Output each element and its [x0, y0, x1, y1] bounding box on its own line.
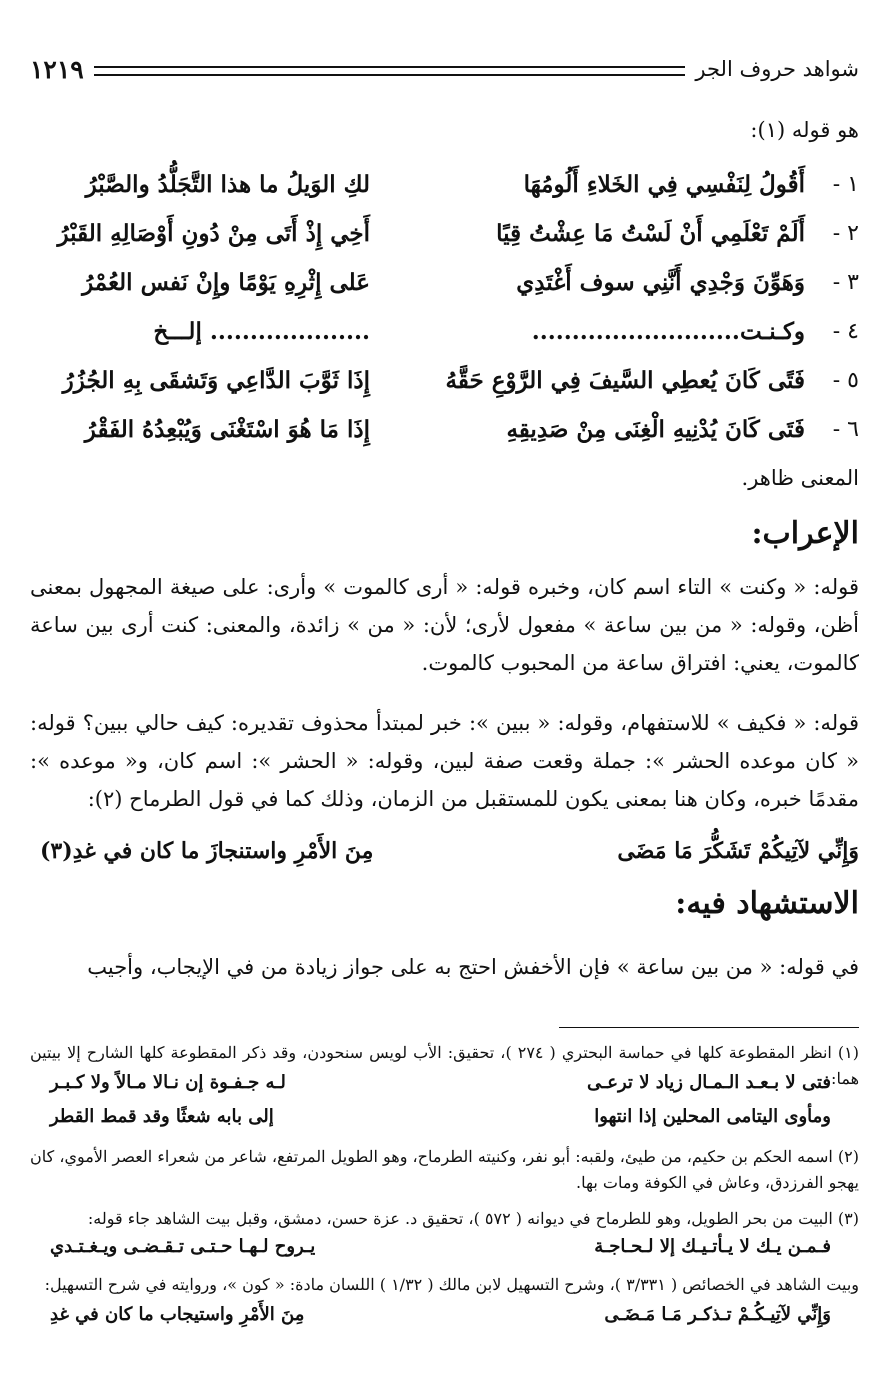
page-header — [30, 52, 859, 86]
poem-line — [40, 405, 859, 454]
line-number: ٣ - — [832, 270, 859, 295]
paragraph-istishhad: في قوله: « من بين ساعة » فإن الأخفش احتج به على جواز زيادة من في الإيجاب، وأجيب — [87, 955, 859, 979]
poem-line — [40, 356, 859, 405]
line-number: ٦ - — [832, 417, 859, 442]
footnote-verse — [50, 1304, 831, 1325]
first-hemistich: وَإِنِّي لآتِيـكُـمْ تـذكـر مَـا مَـضَـى — [604, 1304, 831, 1325]
second-hemistich: إلى بابه شعثًا وقد قمط القطر — [50, 1106, 274, 1127]
intro-text: هو قوله (١): — [750, 118, 859, 142]
poem-line — [40, 258, 859, 307]
second-hemistich: مِنَ الأَمْرِ واستيجاب ما كان في غدِ — [50, 1304, 305, 1325]
section-heading-istishhad: الاستشهاد فيه: — [675, 886, 859, 921]
line-number: ٤ - — [832, 319, 859, 344]
poem-line — [40, 160, 859, 209]
paragraph-i3rab-2: قوله: « فكيف » للاستفهام، وقوله: « ببين »: خبر لمبتدأ محذوف تقديره: كيف حالي ببين؟ قوله: « كان موعده الحشر »: جملة وقعت صفة لبين، وقوله: « الحشر »: اسم كان، و« موعده »: مقدمًا خبره، وكان هنا بمعنى يكون للمستقبل من الزمان، وذلك كما في قول الطرماح (٢): — [30, 711, 859, 811]
running-title: شواهد حروف الجر — [695, 57, 859, 81]
section-heading-i3rab: الإعراب: — [751, 516, 859, 551]
first-hemistich: وَإِنِّي لآتِيكُمْ تَشَكُّرَ مَا مَضَى — [617, 838, 859, 864]
second-hemistich: إِذَا ثَوَّبَ الدَّاعِي وَتَشقَى بِهِ الجُزُرُ — [62, 367, 370, 394]
second-hemistich: .................... إلـــخ — [153, 318, 370, 345]
page-number: ١٢١٩ — [30, 54, 84, 84]
second-hemistich: لـه جـفـوة إن نـالا مـالاً ولا كـبـر — [50, 1072, 286, 1093]
footnote-verse — [50, 1106, 831, 1127]
header-double-rule — [94, 66, 686, 76]
line-number: ٢ - — [832, 221, 859, 246]
quoted-verse — [40, 838, 859, 864]
second-hemistich: عَلى إِثْرِهِ يَوْمًا وإِنْ نَفس العُمْرُ — [82, 269, 370, 296]
first-hemistich: فتى لا بـعـد الـمـال زياد لا ترعـى — [586, 1072, 831, 1093]
poem-line — [40, 209, 859, 258]
first-hemistich: فَتًى كَانَ يُعطِي السَّيفَ فِي الرَّوْعِ حَقَّهُ — [445, 367, 805, 394]
line-number: ١ - — [832, 172, 859, 197]
footnote-3-continued: وبيت الشاهد في الخصائص ( ٣/٣٣١ )، وشرح التسهيل لابن مالك ( ١/٣٢ ) اللسان مادة: « كون »، وروايته في شرح التسهيل: — [44, 1275, 859, 1294]
paragraph-i3rab-1: قوله: « وكنت » التاء اسم كان، وخبره قوله: « أرى كالموت » وأرى: على صيغة المجهول بمعنى أظن، وقوله: « من بين ساعة » مفعول لأرى؛ لأن: « من » زائدة، والمعنى: كنت أرى بين ساعة كالموت، يعني: افتراق ساعة من المحبوب كالموت. — [30, 575, 859, 675]
meaning-text: المعنى ظاهر. — [741, 466, 859, 490]
second-hemistich: إِذَا مَا هُوَ اسْتَغْنَى وَيُبْعِدُهُ الفَقْرُ — [84, 416, 370, 443]
first-hemistich: فـمـن يـك لا يـأتـيـك إلا لـحـاجـة — [594, 1236, 831, 1257]
footnote-separator — [559, 1027, 859, 1028]
poem — [40, 160, 859, 454]
second-hemistich: يـروح لـهـا حـتـى تـقـضـى ويـغـتـدي — [50, 1236, 316, 1257]
first-hemistich: ومأوى اليتامى المحلين إذا انتهوا — [594, 1106, 831, 1127]
first-hemistich: أَلَمْ تَعْلَمِي أَنْ لَسْتُ مَا عِشْتُ قِيًا — [496, 220, 805, 247]
second-hemistich: لكِ الوَيلُ ما هذا التَّجَلُّدُ والصَّبْرُ — [85, 171, 370, 198]
poem-line — [40, 307, 859, 356]
footnote-3: (٣) البيت من بحر الطويل، وهو للطرماح في ديوانه ( ٥٧٢ )، تحقيق د. عزة حسن، دمشق، وقبل بيت الشاهد جاء قوله: — [87, 1209, 859, 1228]
footnote-1: (١) انظر المقطوعة كلها في حماسة البحتري ( ٢٧٤ )، تحقيق: الأب لويس سنحودن، وقد ذكر المقطوعة كلها الشارح إلا بيتين هما: — [30, 1043, 860, 1088]
first-hemistich: فَتَى كَانَ يُدْنِيهِ الْغِنَى مِنْ صَدِيقِهِ — [506, 416, 805, 443]
first-hemistich: أَقُولُ لِنَفْسِي فِي الخَلاءِ أَلُومُهَا — [523, 171, 805, 198]
footnote-verse — [50, 1072, 831, 1093]
footnote-2: (٢) اسمه الحكم بن حكيم، من طيئ، ولقبه: أبو نفر، وكنيته الطرماح، وهو الطويل المرتفع، شاعر من شعراء العصر الأموي، كان يهجو الفرزدق، وعاش في الكوفة ومات بها. — [30, 1147, 860, 1192]
line-number: ٥ - — [832, 368, 859, 393]
second-hemistich: أَخِي إِذْ أَتَى مِنْ دُونِ أَوْصَالِهِ القَبْرُ — [57, 220, 370, 247]
first-hemistich: وكـنـت.......................... — [531, 318, 805, 345]
second-hemistich: مِنَ الأَمْرِ واستنجازَ ما كان في غدِ(٣) — [40, 838, 374, 864]
footnote-verse — [50, 1236, 831, 1257]
first-hemistich: وَهَوِّنَ وَجْدِي أَنَّنِي سوف أَغْتَدِي — [516, 269, 805, 296]
